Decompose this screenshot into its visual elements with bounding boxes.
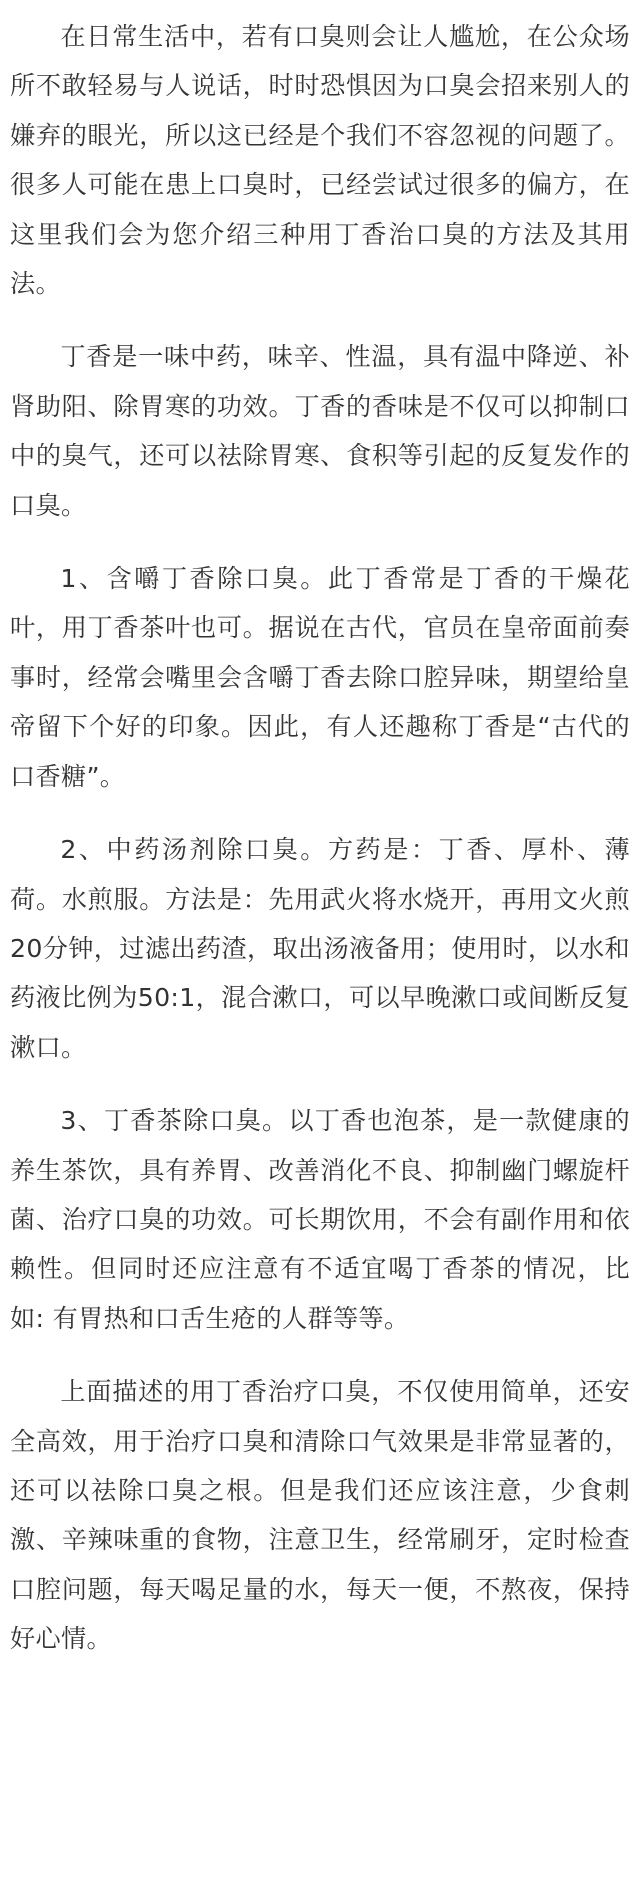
paragraph-method-1-chewing: 1、含嚼丁香除口臭。此丁香常是丁香的干燥花叶，用丁香茶叶也可。据说在古代，官员在皇帝面前奏事时，经常会嘴里会含嚼丁香去除口腔异味，期望给皇帝留下个好的印象。因此，有人还趣称丁香是“古代的口香糖”。 — [10, 564, 630, 791]
paragraph-conclusion: 上面描述的用丁香治疗口臭，不仅使用简单，还安全高效，用于治疗口臭和清除口气效果是非常显著的，还可以祛除口臭之根。但是我们还应该注意，少食刺激、辛辣味重的食物，注意卫生，经常刷牙，定时检查口腔问题，每天喝足量的水，每天一便，不熬夜，保持好心情。 — [10, 1377, 630, 1654]
paragraph-method-2-decoction: 2、中药汤剂除口臭。方药是：丁香、厚朴、薄荷。水煎服。方法是：先用武火将水烧开，再用文火煎20分钟，过滤出药渣，取出汤液备用；使用时，以水和药液比例为50:1，混合漱口，可以早晚漱口或间断反复漱口。 — [10, 835, 630, 1062]
paragraph-clove-description: 丁香是一味中药，味辛、性温，具有温中降逆、补肾助阳、除胃寒的功效。丁香的香味是不仅可以抑制口中的臭气，还可以祛除胃寒、食积等引起的反复发作的口臭。 — [10, 342, 630, 520]
paragraph-intro: 在日常生活中，若有口臭则会让人尴尬，在公众场所不敢轻易与人说话，时时恐惧因为口臭会招来别人的嫌弃的眼光，所以这已经是个我们不容忽视的问题了。很多人可能在患上口臭时，已经尝试过很多的偏方，在这里我们会为您介绍三种用丁香治口臭的方法及其用法。 — [10, 22, 630, 299]
paragraph-method-3-tea: 3、丁香茶除口臭。以丁香也泡茶，是一款健康的养生茶饮，具有养胃、改善消化不良、抑制幽门螺旋杆菌、治疗口臭的功效。可长期饮用，不会有副作用和依赖性。但同时还应注意有不适宜喝丁香茶的情况，比如: 有胃热和口舌生疮的人群等等。 — [10, 1106, 630, 1333]
